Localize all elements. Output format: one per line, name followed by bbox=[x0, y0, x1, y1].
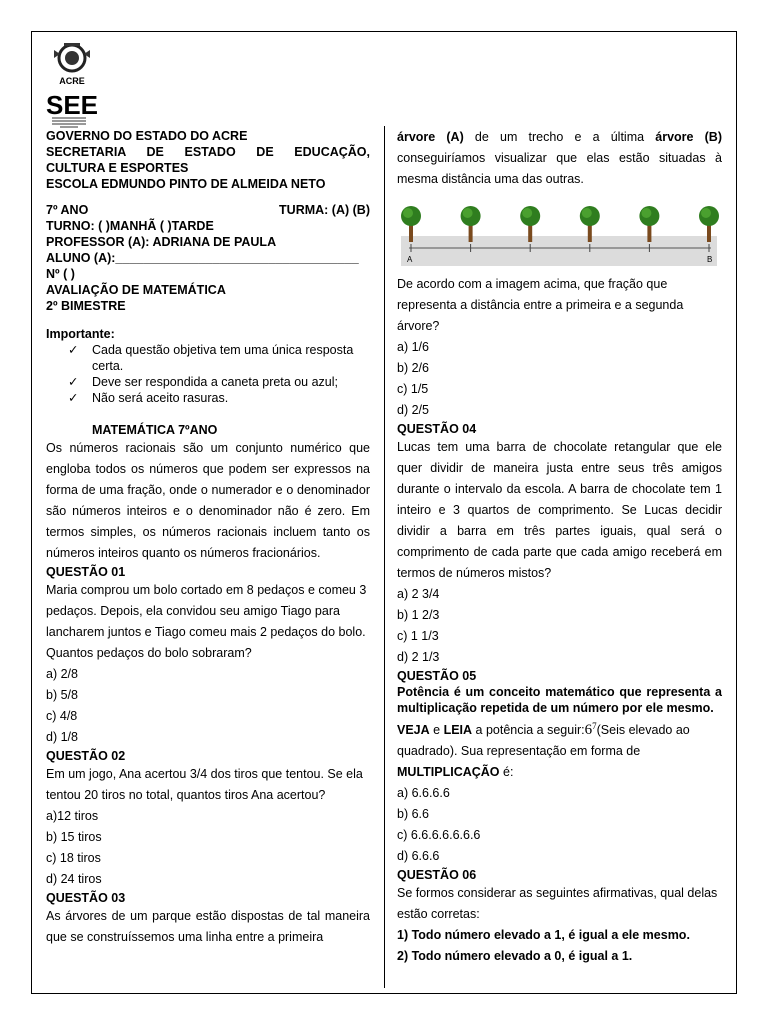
q1-option-c: c) 4/8 bbox=[46, 709, 78, 723]
header-turma: TURMA: (A) (B) bbox=[279, 203, 370, 217]
q2-option-c: c) 18 tiros bbox=[46, 851, 101, 865]
q5-option-b: b) 6.6 bbox=[397, 807, 429, 822]
power-base: 6 bbox=[584, 722, 593, 739]
section-title: MATEMÁTICA 7ºANO bbox=[92, 423, 218, 437]
q1-text: Maria comprou um bolo cortado em 8 pedaços e comeu 3 pedaços. Depois, ela convidou seu amigo Tiago para lancharem juntos e Tiago comeu mais 2 pedaços do bolo. Quantos pedaços do bolo sobraram? bbox=[46, 583, 367, 660]
header-cultura: CULTURA E ESPORTES bbox=[46, 161, 189, 175]
column-divider bbox=[384, 126, 385, 988]
header-avaliacao: AVALIAÇÃO DE MATEMÁTICA bbox=[46, 283, 226, 297]
q2-title: QUESTÃO 02 bbox=[46, 749, 126, 763]
header-escola: ESCOLA EDMUNDO PINTO DE ALMEIDA NETO bbox=[46, 177, 326, 191]
q3-text-right: árvore (A) de um trecho e a última árvore (B) conseguiríamos visualizar que elas estão situadas à mesma distância uma das outras. bbox=[397, 130, 722, 186]
q4-text: Lucas tem uma barra de chocolate retangular que ele quer dividir de maneira justa entre seus três amigos durante o intervalo da escola. A barra de chocolate tem 1 inteiro e 3 quartos de comprimento. Se Lucas decidir dividir a barra em três partes iguais, qual será o comprimento de cada parte que cada amigo receberá em termos de números mistos? bbox=[397, 440, 722, 580]
check-icon: ✓ bbox=[68, 343, 79, 357]
header-year-row bbox=[46, 202, 370, 218]
q6-text: Se formos considerar as seguintes afirmativas, qual delas estão corretas: bbox=[397, 886, 718, 922]
header-year: 7º ANO bbox=[46, 203, 89, 217]
q3-option-d: d) 2/5 bbox=[397, 403, 429, 417]
q5-title: QUESTÃO 05 bbox=[397, 669, 477, 683]
q5-option-c: c) 6.6.6.6.6.6.6 bbox=[397, 828, 481, 843]
q6-statement-1: 1) Todo número elevado a 1, é igual a ele mesmo. bbox=[397, 928, 690, 943]
important-title: Importante: bbox=[46, 327, 115, 341]
header-bimestre: 2º BIMESTRE bbox=[46, 299, 126, 313]
q1-title: QUESTÃO 01 bbox=[46, 565, 126, 579]
q2-option-d: d) 24 tiros bbox=[46, 872, 102, 886]
intro-text: Os números racionais são um conjunto numérico que engloba todos os números que podem ser expressos na forma de uma fração, onde o numerador e o denominador são números inteiros e o denominador não é zero. Em termos simples, os números racionais incluem tanto os números inteiros quanto os números fracionários. bbox=[46, 441, 370, 560]
q5-option-a: a) 6.6.6.6 bbox=[397, 786, 450, 801]
important-item: ✓ Não será aceito rasuras. bbox=[68, 391, 229, 405]
important-item: ✓ Cada questão objetiva tem uma única resposta certa. bbox=[68, 343, 354, 373]
important-item: ✓ Deve ser respondida a caneta preta ou azul; bbox=[68, 375, 338, 389]
q5-option-d: d) 6.6.6 bbox=[397, 849, 440, 864]
q3-option-c: c) 1/5 bbox=[397, 382, 429, 396]
q6-title: QUESTÃO 06 bbox=[397, 868, 477, 883]
q3-title: QUESTÃO 03 bbox=[46, 891, 126, 905]
logo-org-text: SEE bbox=[46, 90, 99, 120]
logo-state-text: ACRE bbox=[59, 76, 85, 86]
q1-option-d: d) 1/8 bbox=[46, 730, 78, 744]
header-block bbox=[46, 128, 370, 314]
check-icon: ✓ bbox=[68, 375, 79, 389]
q4-option-c: c) 1 1/3 bbox=[397, 629, 439, 643]
q2-text: Em um jogo, Ana acertou 3/4 dos tiros que tentou. Se ela tentou 20 tiros no total, quantos tiros Ana acertou? bbox=[46, 767, 363, 802]
q2-option-a: a)12 tiros bbox=[46, 809, 99, 823]
trees-figure bbox=[397, 198, 721, 268]
header-aluno: ALUNO (A):___________________________________ bbox=[46, 251, 359, 265]
q4-title: QUESTÃO 04 bbox=[397, 422, 477, 436]
check-icon: ✓ bbox=[68, 391, 79, 405]
q4-option-a: a) 2 3/4 bbox=[397, 587, 440, 601]
q3-question: De acordo com a imagem acima, que fração que representa a distância entre a primeira e a segunda árvore? bbox=[397, 277, 684, 333]
header-numero: Nº ( ) bbox=[46, 267, 75, 281]
important-list bbox=[46, 342, 370, 406]
q5-mult: MULTIPLICAÇÃO é: bbox=[397, 765, 514, 780]
q1-option-a: a) 2/8 bbox=[46, 667, 78, 681]
acre-coat-of-arms-icon bbox=[46, 40, 112, 132]
q2-option-b: b) 15 tiros bbox=[46, 830, 102, 844]
header-professor: PROFESSOR (A): ADRIANA DE PAULA bbox=[46, 235, 277, 249]
power-exponent: 7 bbox=[592, 721, 597, 731]
left-column bbox=[46, 128, 370, 948]
q1-option-b: b) 5/8 bbox=[46, 688, 78, 702]
q3-text-left: As árvores de um parque estão dispostas de tal maneira que se construíssemos uma linha entre a primeira bbox=[46, 909, 370, 944]
q6-statement-2: 2) Todo número elevado a 0, é igual a 1. bbox=[397, 949, 633, 964]
q4-option-b: b) 1 2/3 bbox=[397, 608, 440, 622]
q5-instruction: VEJA e LEIA a potência a $seguir:6^7(Seis$ elevado ao quadrado). Sua representação em forma de bbox=[397, 721, 690, 759]
q4-option-d: d) 2 1/3 bbox=[397, 650, 440, 664]
header-governo: GOVERNO DO ESTADO DO ACRE bbox=[46, 129, 248, 143]
acre-see-logo bbox=[46, 40, 112, 132]
figure-label-b: B bbox=[707, 255, 713, 264]
q5-statement: Potência é um conceito matemático que representa a multiplicação repetida de um número por ele mesmo. bbox=[397, 685, 722, 715]
q3-option-b: b) 2/6 bbox=[397, 361, 429, 375]
right-column bbox=[397, 127, 722, 967]
header-turno: TURNO: ( )MANHÃ ( )TARDE bbox=[46, 219, 214, 233]
q3-option-a: a) 1/6 bbox=[397, 340, 429, 354]
figure-label-a: A bbox=[407, 255, 413, 264]
header-secretaria: SECRETARIA DE ESTADO DE EDUCAÇÃO, bbox=[46, 145, 370, 159]
